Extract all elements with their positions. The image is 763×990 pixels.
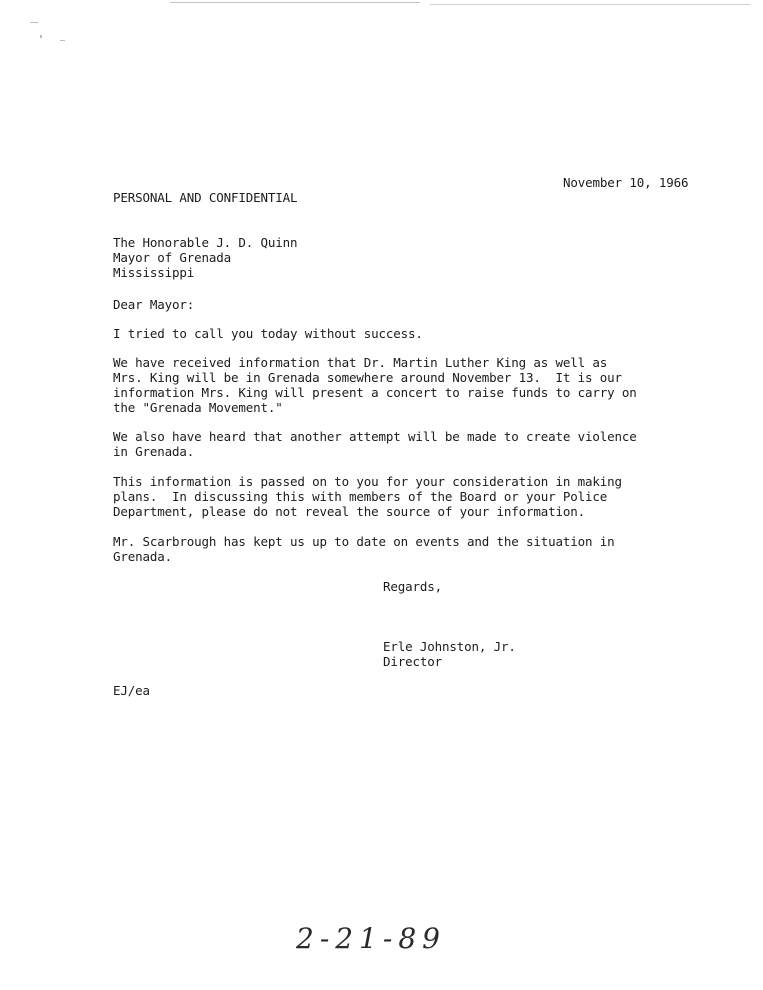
handwritten-date-note: 2-21-89 — [296, 922, 446, 955]
body-paragraph-4 — [113, 474, 622, 519]
scan-edge-mark — [60, 40, 65, 41]
paragraph-line: Mrs. King will be in Grenada somewhere around November 13. It is our — [113, 370, 622, 385]
closing: Regards, — [383, 579, 443, 594]
reference-initials: EJ/ea — [113, 683, 150, 698]
body-paragraph-5 — [113, 534, 615, 564]
paragraph-line: We have received information that Dr. Martin Luther King as well as — [113, 355, 608, 370]
recipient-line: Mississippi — [113, 265, 195, 280]
body-paragraph-1 — [113, 326, 423, 341]
paragraph-line: plans. In discussing this with members of the Board or your Police — [113, 489, 608, 504]
paragraph-line: I tried to call you today without success. — [113, 326, 423, 341]
paragraph-line: information Mrs. King will present a concert to raise funds to carry on — [113, 385, 637, 400]
signer-name: Erle Johnston, Jr. — [383, 639, 516, 654]
scan-edge-mark — [30, 22, 38, 23]
signer-title: Director — [383, 654, 443, 669]
paragraph-line: in Grenada. — [113, 444, 195, 459]
recipient-address — [113, 235, 297, 280]
paragraph-line: This information is passed on to you for your consideration in making — [113, 474, 622, 489]
recipient-line: The Honorable J. D. Quinn — [113, 235, 298, 250]
signature-block — [383, 639, 516, 669]
scan-edge-mark — [40, 35, 42, 38]
paragraph-line: Department, please do not reveal the source of your information. — [113, 504, 586, 519]
paragraph-line: Mr. Scarbrough has kept us up to date on events and the situation in — [113, 534, 615, 549]
classification-heading: PERSONAL AND CONFIDENTIAL — [113, 190, 298, 205]
paragraph-line: Grenada. — [113, 549, 173, 564]
scan-edge-mark — [430, 4, 750, 5]
recipient-line: Mayor of Grenada — [113, 250, 232, 265]
body-paragraph-2 — [113, 355, 637, 415]
letter-date: November 10, 1966 — [563, 175, 689, 190]
paragraph-line: We also have heard that another attempt will be made to create violence — [113, 429, 637, 444]
scan-edge-mark — [170, 2, 420, 3]
body-paragraph-3 — [113, 429, 637, 459]
salutation: Dear Mayor: — [113, 297, 195, 312]
paragraph-line: the "Grenada Movement." — [113, 400, 283, 415]
